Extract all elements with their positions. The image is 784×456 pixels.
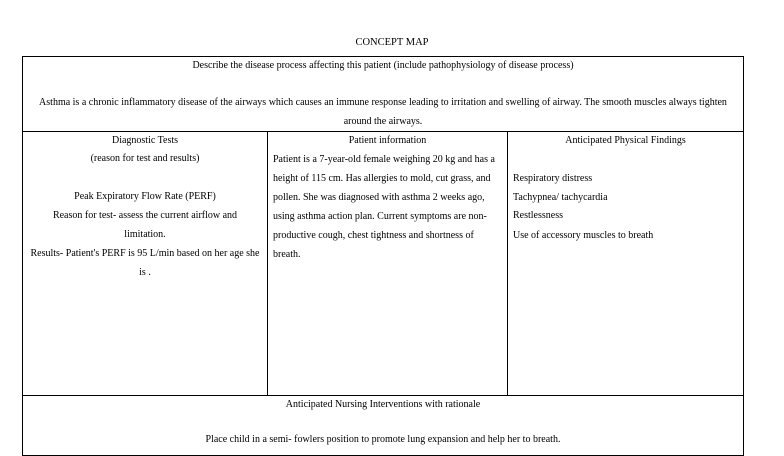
test-name: Peak Expiratory Flow Rate (PERF): [74, 191, 216, 202]
physical-finding-item: Tachypnea/ tachycardia: [513, 192, 608, 203]
diagnostic-tests-subheading: (reason for test and results): [90, 153, 200, 164]
nursing-interventions-heading: Anticipated Nursing Interventions with rationale: [285, 399, 481, 410]
physical-finding-item: Restlessness: [513, 210, 563, 221]
test-results: Results- Patient's PERF is 95 L/min based on her age she is .: [30, 248, 262, 278]
page-title: CONCEPT MAP: [355, 37, 429, 48]
patient-info-heading: Patient information: [348, 135, 427, 146]
physical-finding-item: Respiratory distress: [513, 173, 593, 184]
column-divider-left: [267, 132, 268, 395]
disease-heading: Describe the disease process affecting this patient (include pathophysiology of disease process): [192, 60, 574, 71]
nursing-intervention-text: Place child in a semi- fowlers position to promote lung expansion and help her to breath.: [205, 434, 561, 445]
test-reason: Reason for test- assess the current airflow and limitation.: [52, 210, 240, 240]
disease-description: Asthma is a chronic inflammatory disease of the airways which causes an immune response leading to irritation and swelling of airway. The smooth muscles always tighten around the airways.: [39, 97, 730, 127]
physical-findings-heading: Anticipated Physical Findings: [565, 135, 686, 146]
diagnostic-tests-heading: Diagnostic Tests: [111, 135, 179, 146]
physical-finding-item: Use of accessory muscles to breath: [513, 230, 654, 241]
patient-info-body: Patient is a 7-year-old female weighing 20 kg and has a height of 115 cm. Has allergies to mold, cut grass, and pollen. She was diagnosed with asthma 2 weeks ago, using asthma action plan. Current symptoms are non-productive cough, chest tightness and shortness of breath.: [273, 154, 498, 260]
column-divider-right: [507, 132, 508, 395]
